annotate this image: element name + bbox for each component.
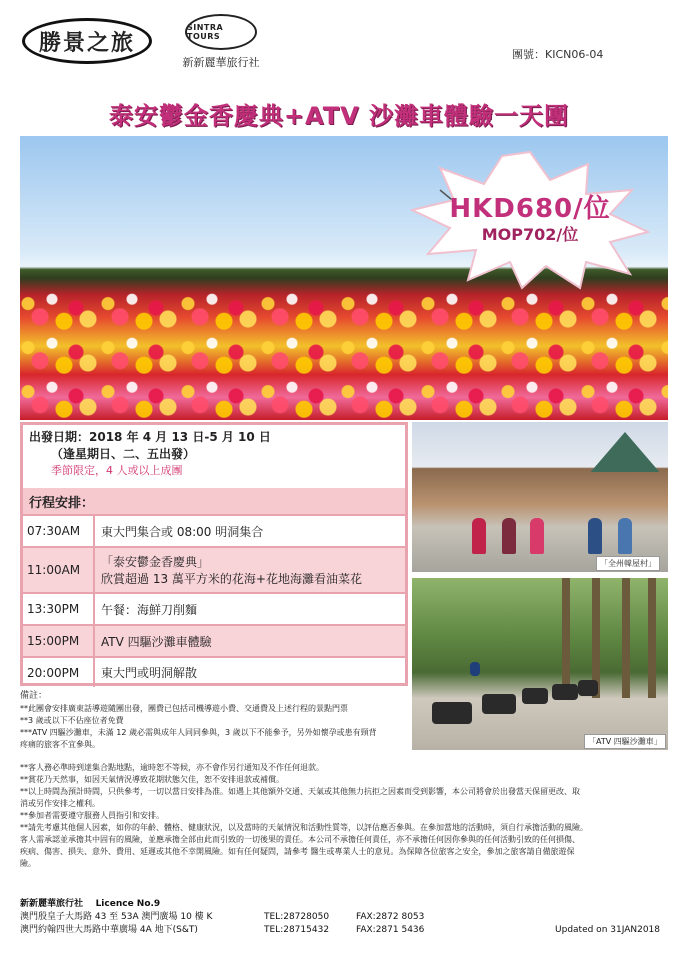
hanok-roof [582, 432, 668, 472]
photo-caption-hanok: 「全州韓屋村」 [596, 556, 660, 571]
atv-vehicle [482, 694, 516, 714]
itinerary-row [23, 592, 405, 624]
price-mop: MOP702/位 [481, 225, 579, 244]
itinerary-desc-text: 東大門或明洞解散 [101, 666, 198, 680]
note-line: 消或另作安排之權利。 [20, 799, 100, 808]
footer-company-licence [20, 898, 264, 911]
notes-section [20, 690, 410, 751]
footer-address-1: 澳門殷皇子大馬路 43 至 53A 澳門廣場 10 樓 K [20, 912, 213, 922]
tour-code: 團號：KICN06-04 [512, 48, 604, 61]
atv-rider [470, 662, 480, 676]
tulip-field [20, 286, 668, 420]
note-line: **請先考慮其他個人因素，如你的年齡、體格、健康狀況，以及當時的天氣情況和活動性質等，以評估應否參與。在參加當地的活動時，須自行承擔活動的風險。 [20, 823, 588, 832]
notes-section-wide [20, 762, 660, 870]
itinerary-desc [95, 548, 405, 592]
note-line: 險。 [20, 859, 36, 868]
note-line: **以上時間為預計時間，只供參考，一切以當日安排為准。如遇上其他額外交通、天氣或其他無力抗拒之因素而受到影響，本公司將會於出發當天保留更改、取 [20, 787, 580, 796]
group-requirement: 季節限定，4 人或以上成團 [51, 464, 183, 477]
schedule-table [20, 422, 408, 686]
atv-vehicle [522, 688, 548, 704]
notes-heading: 備註： [20, 691, 48, 701]
itinerary-desc [95, 516, 405, 546]
itinerary-desc-text: ATV 四驅沙灘車體驗 [101, 634, 212, 649]
itinerary-desc-text: 東大門集合或 08:00 明洞集合 [101, 524, 264, 539]
person-hanbok [618, 518, 632, 554]
person-hanbok [472, 518, 486, 554]
footer-fax-1: FAX:2872 8053 [356, 912, 425, 922]
person-hanbok [502, 518, 516, 554]
itinerary-row [23, 546, 405, 592]
departure-dates: 出發日期：2018 年 4 月 13 日-5 月 10 日 [29, 430, 271, 444]
sintra-logo-oval [185, 14, 257, 50]
footer-fax-2: FAX:2871 5436 [356, 925, 425, 935]
footer [20, 898, 660, 937]
company-logo-right [166, 14, 276, 70]
person-hanbok [588, 518, 602, 554]
note-line: 疾病、傷害、損失、意外、費用、延遲或其他不幸開風險。如有任何疑問，請參考 醫生或專業人士的意見。為保障各位旅客之安全，參加之旅客請自備旅遊保 [20, 847, 575, 856]
note-line: 客人需承認並承擔其中固有的風險，並應承擔全部由此而引致的一切後果的責任。本公司不承擔任何責任，亦不承擔任何因你參與的任何活動引致的任何損傷、 [20, 835, 580, 844]
atv-vehicle [578, 680, 598, 696]
logo-brand-text: SINTRA TOURS [187, 23, 224, 41]
itinerary-desc-text: 午餐：海鮮刀削麵 [101, 602, 198, 617]
logo-company-name: 新新麗華旅行社 [182, 56, 260, 69]
atv-vehicle [432, 702, 472, 724]
itinerary-desc [95, 658, 405, 687]
note-line: **此團會安排廣東話導遊隨團出發，團費已包括司機導遊小費、交通費及上述行程的景點門票 [20, 704, 348, 713]
person-hanbok [530, 518, 544, 554]
itinerary-desc [95, 626, 405, 656]
atv-photo [412, 578, 668, 750]
hanok-village-photo [412, 422, 668, 572]
departure-days: （逢星期日、二、五出發） [51, 447, 196, 461]
itinerary-desc-text-2: 欣賞超過 13 萬平方米的花海+花地海灘看油菜花 [101, 572, 362, 586]
note-line: **參加者需要遵守服務人員指引和安排。 [20, 811, 164, 820]
footer-row-company [20, 898, 660, 911]
footer-spacer [532, 911, 660, 924]
itinerary-time: 15:00PM [23, 626, 95, 656]
page-title: 泰安鬱金香慶典+ATV 沙灘車體驗一天團 [108, 102, 570, 130]
note-line: **客人務必準時到達集合點地點，逾時恕不等候，亦不會作另行通知及不作任何退款。 [20, 763, 324, 772]
itinerary-desc [95, 594, 405, 624]
departure-info [23, 425, 405, 488]
price-hkd: HKD680/位 [449, 194, 611, 224]
tree-trunk [622, 578, 630, 698]
footer-address-2: 澳門約翰四世大馬路中華廣場 4A 地下(S&T) [20, 925, 198, 935]
itinerary-time: 07:30AM [23, 516, 95, 546]
atv-vehicle [552, 684, 578, 700]
itinerary-heading: 行程安排： [23, 488, 405, 514]
itinerary-time: 13:30PM [23, 594, 95, 624]
footer-updated: Updated on 31JAN2018 [555, 925, 660, 935]
note-line: **賞花乃天然事，如因天氣情況導致花期狀態欠佳，恕不安排退款或補償。 [20, 775, 284, 784]
note-line: 疼痛的旅客不宜參與。 [20, 740, 100, 749]
logo-left-text: 勝景之旅 [38, 29, 135, 56]
itinerary-row [23, 624, 405, 656]
footer-company: 新新麗華旅行社 [20, 899, 84, 909]
note-line: **3 歲或以下不佔座位者免費 [20, 716, 124, 725]
note-line: ***ATV 四驅沙灘車，未滿 12 歲必需與成年人同同參與，3 歲以下不能參予，另外如懷孕或患有頸背 [20, 728, 377, 737]
itinerary-row [23, 656, 405, 687]
itinerary-time: 20:00PM [23, 658, 95, 687]
photo-caption-atv: 「ATV 四驅沙灘車」 [584, 734, 666, 749]
itinerary-desc-text: 「泰安鬱金香慶典」 [101, 555, 210, 569]
footer-tel-1: TEL:28728050 [264, 912, 330, 922]
itinerary-row [23, 514, 405, 546]
company-logo-left [22, 18, 152, 64]
footer-row-branch2 [20, 924, 660, 937]
footer-tel-2: TEL:28715432 [264, 925, 330, 935]
tree-trunk [562, 578, 570, 698]
itinerary-time: 11:00AM [23, 548, 95, 592]
footer-row-branch1 [20, 911, 660, 924]
footer-licence: Licence No.9 [95, 899, 161, 909]
tree-trunk [648, 578, 656, 698]
